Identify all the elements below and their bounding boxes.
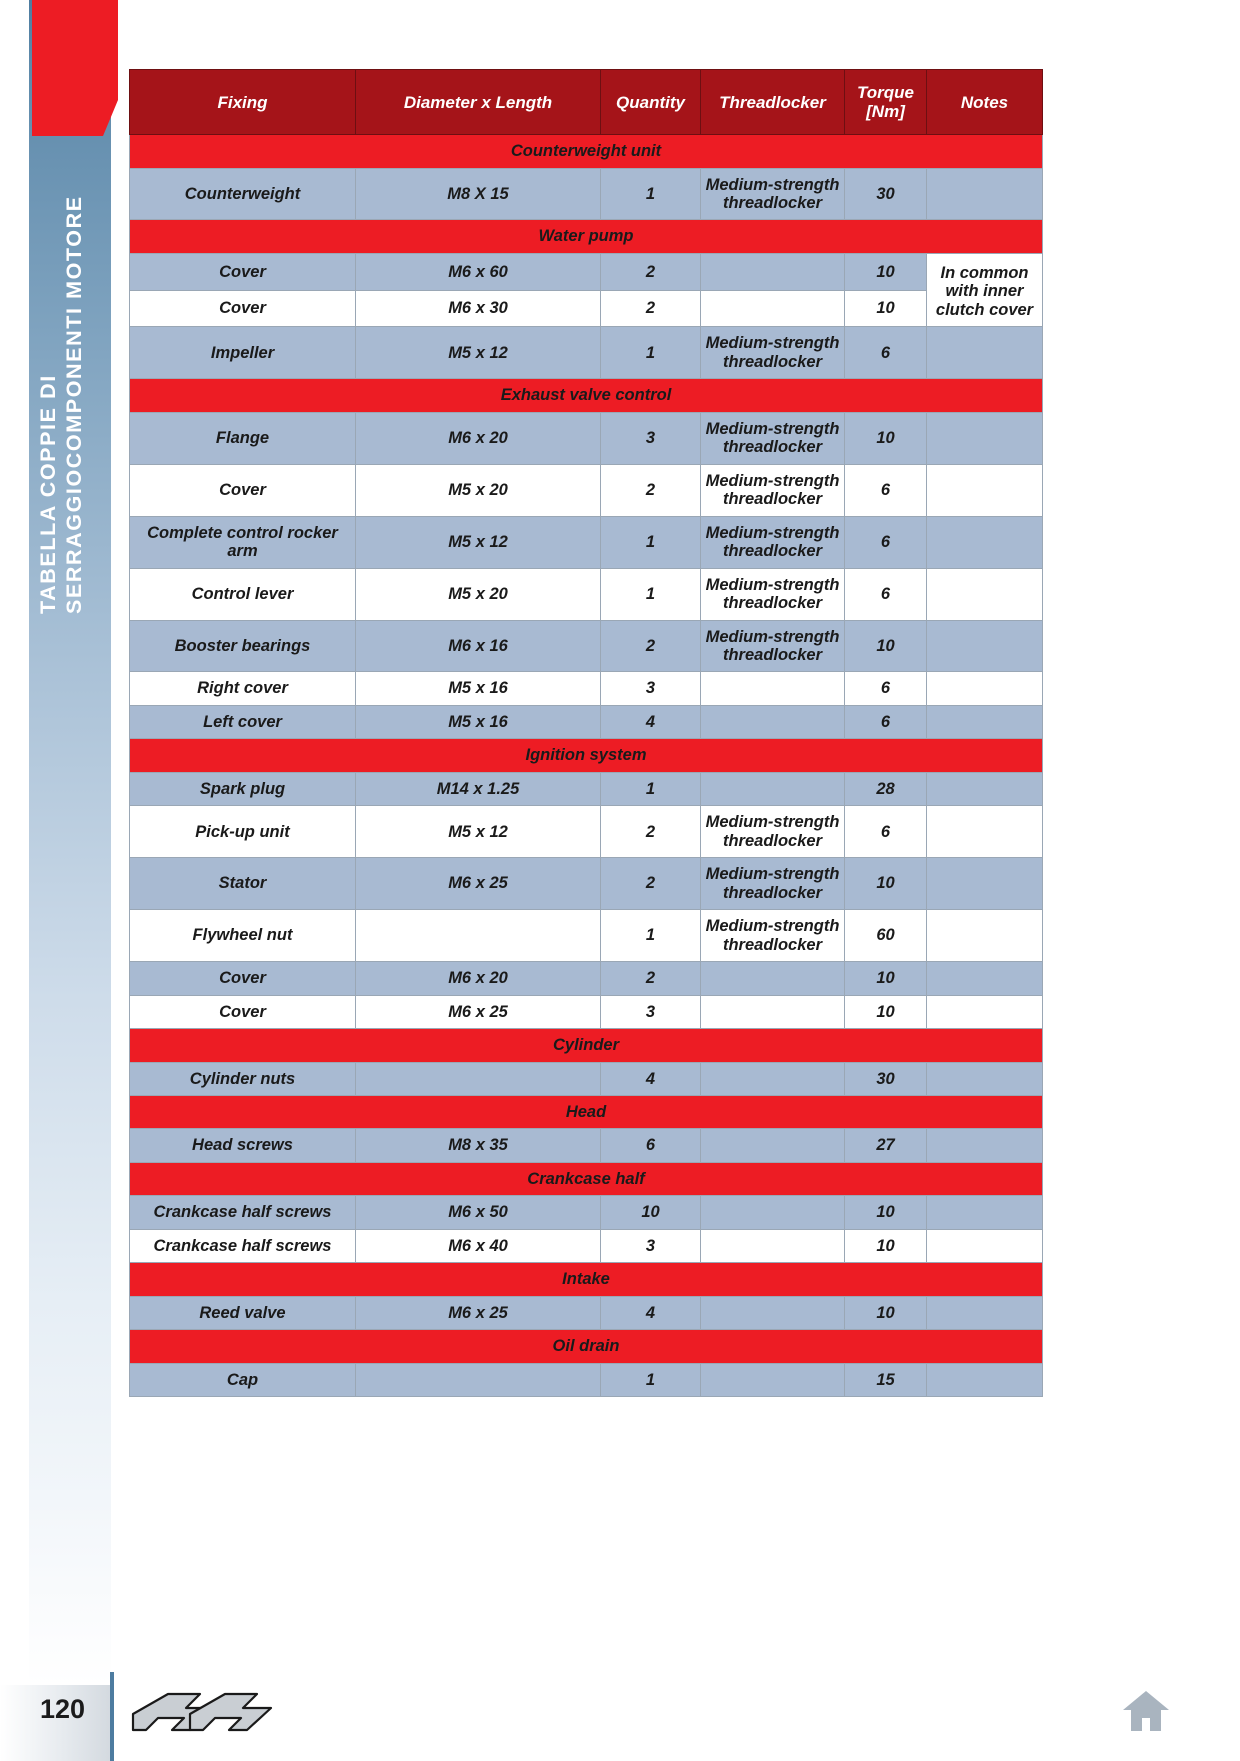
cell-fixing: Cap	[130, 1363, 356, 1396]
cell-notes	[927, 705, 1043, 738]
table-row	[130, 253, 1043, 290]
cell-notes	[927, 1129, 1043, 1162]
cell-fixing: Reed valve	[130, 1296, 356, 1329]
cell-dimension: M6 x 40	[356, 1229, 601, 1262]
cell-torque: 6	[845, 516, 927, 568]
cell-fixing: Crankcase half screws	[130, 1229, 356, 1262]
section-title: Head	[130, 1096, 1043, 1129]
cell-fixing: Counterweight	[130, 168, 356, 220]
section-title: Water pump	[130, 220, 1043, 253]
cell-quantity: 10	[601, 1196, 701, 1229]
cell-notes	[927, 995, 1043, 1028]
table-row	[130, 568, 1043, 620]
cell-torque: 27	[845, 1129, 927, 1162]
cell-fixing: Stator	[130, 858, 356, 910]
cell-threadlocker: Medium-strength threadlocker	[701, 412, 845, 464]
cell-dimension: M6 x 20	[356, 962, 601, 995]
cell-torque: 10	[845, 995, 927, 1028]
cell-threadlocker: Medium-strength threadlocker	[701, 620, 845, 672]
table-row	[130, 464, 1043, 516]
cell-dimension: M6 x 25	[356, 1296, 601, 1329]
cell-torque: 60	[845, 910, 927, 962]
cell-torque: 10	[845, 858, 927, 910]
table-row	[130, 672, 1043, 705]
cell-dimension	[356, 1363, 601, 1396]
cell-fixing: Flange	[130, 412, 356, 464]
cell-fixing: Spark plug	[130, 772, 356, 805]
cell-fixing: Cover	[130, 962, 356, 995]
section-header-row	[130, 1330, 1043, 1363]
cell-threadlocker	[701, 995, 845, 1028]
cell-dimension: M5 x 16	[356, 672, 601, 705]
cell-torque: 30	[845, 168, 927, 220]
cell-quantity: 3	[601, 672, 701, 705]
cell-quantity: 2	[601, 858, 701, 910]
table-row	[130, 1129, 1043, 1162]
cell-threadlocker: Medium-strength threadlocker	[701, 327, 845, 379]
cell-notes	[927, 516, 1043, 568]
table-row	[130, 1363, 1043, 1396]
column-header-threadlocker: Threadlocker	[701, 70, 845, 135]
section-title: Crankcase half	[130, 1162, 1043, 1195]
cell-quantity: 3	[601, 412, 701, 464]
cell-threadlocker: Medium-strength threadlocker	[701, 858, 845, 910]
cell-threadlocker	[701, 253, 845, 290]
table-row	[130, 290, 1043, 327]
cell-torque: 10	[845, 1296, 927, 1329]
cell-notes	[927, 962, 1043, 995]
cell-quantity: 1	[601, 568, 701, 620]
cell-threadlocker	[701, 1062, 845, 1095]
cell-quantity: 2	[601, 290, 701, 327]
column-header-torque-line1: Torque	[857, 83, 914, 102]
table-header-row	[130, 70, 1043, 135]
cell-quantity: 4	[601, 1296, 701, 1329]
cell-quantity: 1	[601, 327, 701, 379]
table-row	[130, 620, 1043, 672]
cell-torque: 6	[845, 705, 927, 738]
cell-dimension: M5 x 12	[356, 806, 601, 858]
table-row	[130, 910, 1043, 962]
cell-quantity: 1	[601, 1363, 701, 1396]
cell-torque: 10	[845, 412, 927, 464]
cell-quantity: 1	[601, 516, 701, 568]
table-row	[130, 412, 1043, 464]
section-header-row	[130, 220, 1043, 253]
cell-threadlocker: Medium-strength threadlocker	[701, 910, 845, 962]
cell-quantity: 3	[601, 1229, 701, 1262]
cell-torque: 6	[845, 464, 927, 516]
cell-quantity: 1	[601, 772, 701, 805]
cell-notes: In common with inner clutch cover	[927, 253, 1043, 326]
table-row	[130, 1196, 1043, 1229]
table-row	[130, 1229, 1043, 1262]
cell-notes	[927, 672, 1043, 705]
cell-fixing: Impeller	[130, 327, 356, 379]
cell-fixing: Cover	[130, 995, 356, 1028]
cell-fixing: Pick-up unit	[130, 806, 356, 858]
cell-quantity: 6	[601, 1129, 701, 1162]
table-body	[130, 135, 1043, 1397]
cell-notes	[927, 168, 1043, 220]
section-title: Oil drain	[130, 1330, 1043, 1363]
cell-torque: 10	[845, 962, 927, 995]
cell-fixing: Cover	[130, 290, 356, 327]
cell-notes	[927, 772, 1043, 805]
cell-threadlocker	[701, 290, 845, 327]
cell-torque: 6	[845, 327, 927, 379]
section-header-row	[130, 135, 1043, 168]
section-header-row	[130, 739, 1043, 772]
cell-torque: 6	[845, 568, 927, 620]
cell-dimension: M8 X 15	[356, 168, 601, 220]
cell-dimension: M14 x 1.25	[356, 772, 601, 805]
cell-threadlocker: Medium-strength threadlocker	[701, 516, 845, 568]
cell-fixing: Cover	[130, 464, 356, 516]
cell-fixing: Left cover	[130, 705, 356, 738]
cell-dimension: M6 x 25	[356, 995, 601, 1028]
cell-quantity: 1	[601, 168, 701, 220]
cell-notes	[927, 910, 1043, 962]
cell-dimension	[356, 1062, 601, 1095]
cell-threadlocker	[701, 1196, 845, 1229]
cell-notes	[927, 464, 1043, 516]
cell-threadlocker	[701, 672, 845, 705]
cell-quantity: 4	[601, 705, 701, 738]
table-row	[130, 705, 1043, 738]
cell-quantity: 2	[601, 806, 701, 858]
section-title: Counterweight unit	[130, 135, 1043, 168]
cell-notes	[927, 412, 1043, 464]
cell-torque: 15	[845, 1363, 927, 1396]
cell-fixing: Flywheel nut	[130, 910, 356, 962]
cell-quantity: 2	[601, 464, 701, 516]
cell-torque: 10	[845, 620, 927, 672]
section-title: Cylinder	[130, 1029, 1043, 1062]
section-title: Intake	[130, 1263, 1043, 1296]
cell-torque: 30	[845, 1062, 927, 1095]
section-header-row	[130, 379, 1043, 412]
table-row	[130, 995, 1043, 1028]
cell-dimension: M8 x 35	[356, 1129, 601, 1162]
rr-logo	[128, 1684, 303, 1742]
column-header-torque-line2: [Nm]	[866, 102, 905, 122]
section-title: Exhaust valve control	[130, 379, 1043, 412]
cell-notes	[927, 1363, 1043, 1396]
cell-fixing: Cylinder nuts	[130, 1062, 356, 1095]
sidebar-title-line-2: SERRAGGIOCOMPONENTI MOTORE	[62, 195, 86, 614]
cell-torque: 6	[845, 672, 927, 705]
cell-quantity: 2	[601, 253, 701, 290]
column-header-diameter: Diameter x Length	[356, 70, 601, 135]
cell-fixing: Head screws	[130, 1129, 356, 1162]
table-header	[130, 70, 1043, 135]
cell-dimension: M5 x 16	[356, 705, 601, 738]
table-row	[130, 962, 1043, 995]
column-header-quantity: Quantity	[601, 70, 701, 135]
cell-fixing: Control lever	[130, 568, 356, 620]
section-header-row	[130, 1096, 1043, 1129]
cell-dimension: M5 x 12	[356, 327, 601, 379]
cell-threadlocker: Medium-strength threadlocker	[701, 464, 845, 516]
cell-torque: 28	[845, 772, 927, 805]
left-sidebar-band	[29, 0, 111, 1686]
column-header-notes: Notes	[927, 70, 1043, 135]
sidebar-red-tab	[32, 0, 118, 136]
section-header-row	[130, 1162, 1043, 1195]
cell-notes	[927, 1229, 1043, 1262]
cell-threadlocker	[701, 1129, 845, 1162]
cell-dimension	[356, 910, 601, 962]
cell-notes	[927, 568, 1043, 620]
footer-vertical-rule	[110, 1672, 114, 1761]
cell-threadlocker	[701, 705, 845, 738]
cell-notes	[927, 620, 1043, 672]
cell-fixing: Cover	[130, 253, 356, 290]
cell-quantity: 4	[601, 1062, 701, 1095]
cell-threadlocker	[701, 1229, 845, 1262]
cell-quantity: 1	[601, 910, 701, 962]
page-number: 120	[40, 1694, 86, 1724]
cell-fixing: Complete control rocker arm	[130, 516, 356, 568]
table-row	[130, 1062, 1043, 1095]
cell-notes	[927, 1196, 1043, 1229]
cell-torque: 10	[845, 253, 927, 290]
cell-dimension: M6 x 60	[356, 253, 601, 290]
cell-torque: 6	[845, 806, 927, 858]
cell-threadlocker	[701, 1296, 845, 1329]
cell-notes	[927, 806, 1043, 858]
cell-threadlocker: Medium-strength threadlocker	[701, 806, 845, 858]
cell-dimension: M6 x 30	[356, 290, 601, 327]
cell-dimension: M6 x 16	[356, 620, 601, 672]
cell-notes	[927, 1296, 1043, 1329]
cell-fixing: Right cover	[130, 672, 356, 705]
cell-dimension: M6 x 20	[356, 412, 601, 464]
table-row	[130, 1296, 1043, 1329]
table-row	[130, 772, 1043, 805]
cell-fixing: Booster bearings	[130, 620, 356, 672]
cell-torque: 10	[845, 1196, 927, 1229]
cell-threadlocker: Medium-strength threadlocker	[701, 168, 845, 220]
cell-dimension: M5 x 20	[356, 568, 601, 620]
table-row	[130, 327, 1043, 379]
cell-quantity: 3	[601, 995, 701, 1028]
section-header-row	[130, 1263, 1043, 1296]
cell-notes	[927, 858, 1043, 910]
cell-dimension: M6 x 25	[356, 858, 601, 910]
cell-threadlocker	[701, 1363, 845, 1396]
table-row	[130, 168, 1043, 220]
section-header-row	[130, 1029, 1043, 1062]
cell-quantity: 2	[601, 620, 701, 672]
sidebar-title-line-1: TABELLA COPPIE DI	[36, 374, 60, 614]
cell-quantity: 2	[601, 962, 701, 995]
torque-settings-table	[129, 69, 1043, 1397]
cell-notes	[927, 1062, 1043, 1095]
table-row	[130, 806, 1043, 858]
cell-dimension: M6 x 50	[356, 1196, 601, 1229]
cell-threadlocker	[701, 962, 845, 995]
cell-notes	[927, 327, 1043, 379]
cell-fixing: Crankcase half screws	[130, 1196, 356, 1229]
cell-torque: 10	[845, 1229, 927, 1262]
cell-threadlocker	[701, 772, 845, 805]
cell-dimension: M5 x 20	[356, 464, 601, 516]
cell-threadlocker: Medium-strength threadlocker	[701, 568, 845, 620]
cell-dimension: M5 x 12	[356, 516, 601, 568]
cell-torque: 10	[845, 290, 927, 327]
home-icon[interactable]	[1122, 1688, 1170, 1734]
column-header-torque	[845, 70, 927, 135]
section-title: Ignition system	[130, 739, 1043, 772]
column-header-fixing: Fixing	[130, 70, 356, 135]
table-row	[130, 516, 1043, 568]
table-row	[130, 858, 1043, 910]
